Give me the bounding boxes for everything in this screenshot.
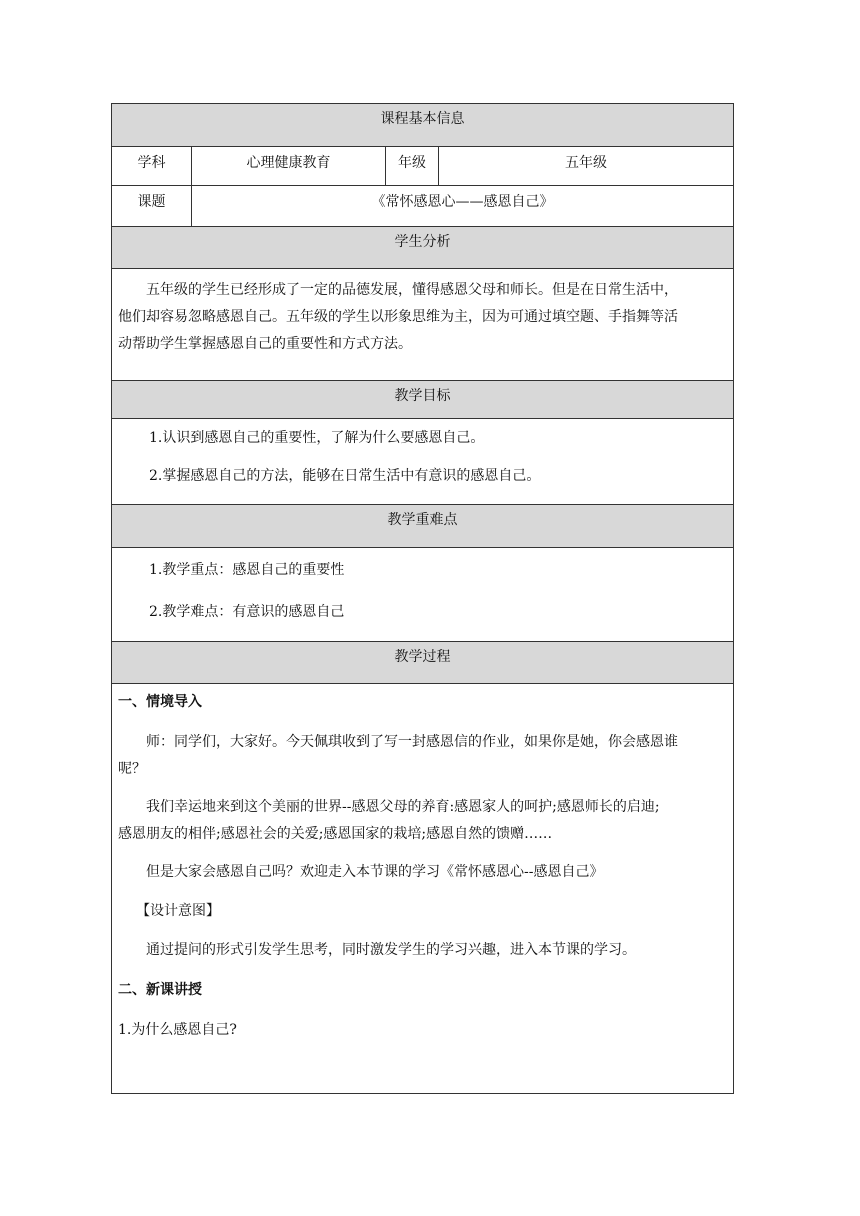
design-intent-text: 通过提问的形式引发学生思考，同时激发学生的学习兴趣，进入本节课的学习。 [146, 942, 636, 958]
goal-item: 1.认识到感恩自己的重要性，了解为什么要感恩自己。 [149, 430, 485, 446]
key-point-item: 2.教学难点：有意识的感恩自己 [149, 604, 345, 620]
section-title-new-lesson: 二、新课讲授 [118, 982, 202, 998]
section-header-key-points: 教学重难点 [112, 505, 734, 548]
question-why-thank-self: 1.为什么感恩自己? [118, 1022, 237, 1038]
question-paragraph: 但是大家会感恩自己吗？欢迎走入本节课的学习《常怀感恩心--感恩自己》 [146, 864, 604, 880]
grade-label: 年级 [386, 147, 439, 186]
analysis-line: 动帮助学生掌握感恩自己的重要性和方式方法。 [118, 336, 412, 352]
subject-value: 心理健康教育 [192, 147, 386, 186]
grade-value: 五年级 [439, 147, 734, 186]
topic-label: 课题 [112, 186, 192, 227]
student-analysis-text [112, 269, 734, 381]
goal-item: 2.掌握感恩自己的方法，能够在日常生活中有意识的感恩自己。 [149, 468, 541, 484]
section-header-goals: 教学目标 [112, 381, 734, 419]
gratitude-paragraph: 我们幸运地来到这个美丽的世界--感恩父母的养育:感恩家人的呵护;感恩师长的启迪; [146, 799, 660, 815]
design-intent-label: 【设计意图】 [136, 903, 220, 919]
section-header-basic-info: 课程基本信息 [112, 104, 734, 147]
analysis-line: 他们却容易忽略感恩自己。五年级的学生以形象思维为主，因为可通过填空题、手指舞等活 [118, 309, 678, 325]
key-points-list [112, 548, 734, 642]
section-title-intro: 一、情境导入 [118, 694, 202, 710]
intro-paragraph: 师：同学们，大家好。今天佩琪收到了写一封感恩信的作业，如果你是她，你会感恩谁 [146, 734, 678, 750]
key-point-item: 1.教学重点：感恩自己的重要性 [149, 562, 345, 578]
section-header-process: 教学过程 [112, 642, 734, 684]
process-content [112, 684, 734, 1094]
section-header-student-analysis: 学生分析 [112, 227, 734, 269]
subject-label: 学科 [112, 147, 192, 186]
lesson-plan-table [111, 103, 734, 1094]
analysis-line: 五年级的学生已经形成了一定的品德发展，懂得感恩父母和师长。但是在日常生活中， [146, 282, 678, 298]
topic-value: 《常怀感恩心——感恩自己》 [192, 186, 734, 227]
intro-paragraph-cont: 呢？ [118, 761, 146, 777]
gratitude-paragraph-cont: 感恩朋友的相伴;感恩社会的关爱;感恩国家的栽培;感恩自然的馈赠…… [118, 826, 553, 842]
goals-list [112, 419, 734, 505]
